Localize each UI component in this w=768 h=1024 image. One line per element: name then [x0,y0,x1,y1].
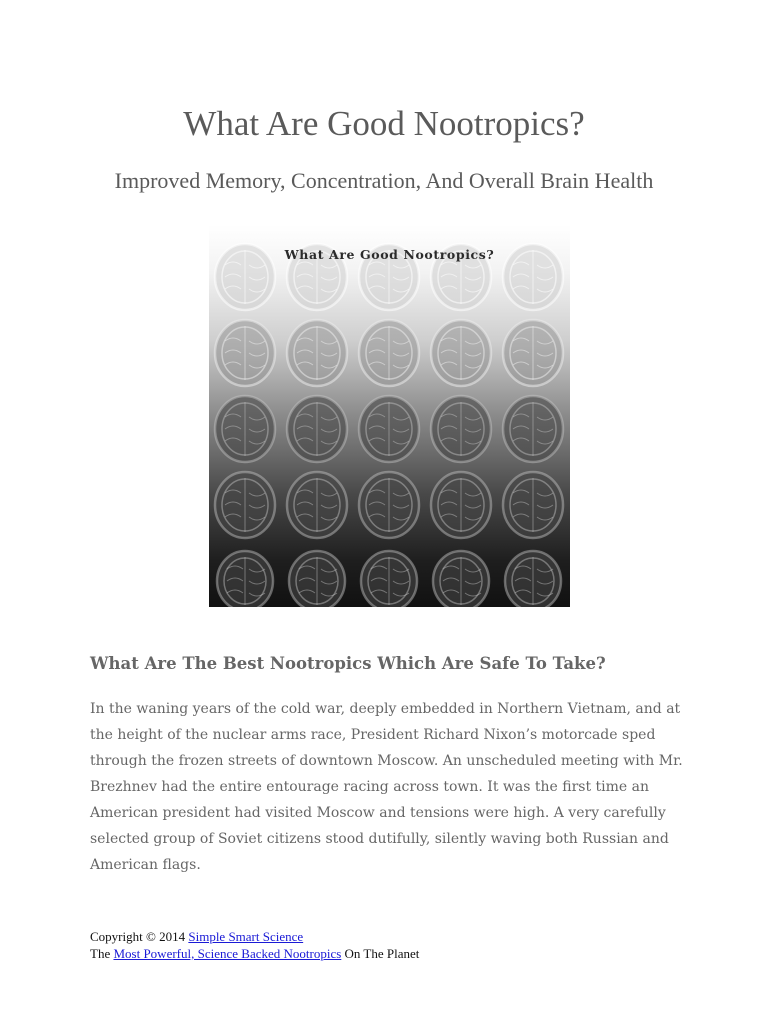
copyright-text: Copyright © 2014 [90,929,189,944]
footer [90,928,419,962]
mri-slice [503,396,563,462]
mri-slice [287,396,347,462]
mri-slice [217,551,273,607]
section-heading: What Are The Best Nootropics Which Are Safe To Take? [90,654,606,673]
mri-slice [287,320,347,386]
simple-smart-science-link[interactable]: Simple Smart Science [188,929,304,944]
article-paragraph: In the waning years of the cold war, deeply embedded in Northern Vietnam, and at the height of the nuclear arms race, President Richard Nixon’s motorcade sped through the frozen streets of downtown Moscow. An unscheduled meeting with Mr. Brezhnev had the entire entourage racing across town. It was the first time an American president had visited Moscow and tensions were high. A very carefully selected group of Soviet citizens stood dutifully, silently waving both Russian and American flags. [90,701,683,873]
page-title: What Are Good Nootropics? [183,104,585,143]
tagline-prefix: The [90,946,114,961]
tagline-line [90,945,419,962]
mri-slice [359,472,419,538]
mri-slice [289,551,345,607]
mri-slice [287,472,347,538]
nootropics-link[interactable]: Most Powerful, Science Backed Nootropics [113,946,342,961]
tagline-suffix: On The Planet [341,946,420,961]
mri-slice [215,320,275,386]
mri-slice [431,320,491,386]
mri-slice [361,551,417,607]
mri-scan-grid [209,225,570,607]
mri-slice [215,472,275,538]
copyright-line [90,928,419,945]
mri-slice [505,551,561,607]
brain-scan-image [209,225,570,607]
image-caption: What Are Good Nootropics? [284,247,495,262]
mri-slice [433,551,489,607]
mri-slice [359,396,419,462]
mri-slice [503,472,563,538]
mri-slice [215,396,275,462]
mri-slice [359,320,419,386]
mri-slice [431,472,491,538]
mri-slice [431,396,491,462]
mri-slice [503,320,563,386]
page-subtitle: Improved Memory, Concentration, And Overall Brain Health [114,168,654,193]
